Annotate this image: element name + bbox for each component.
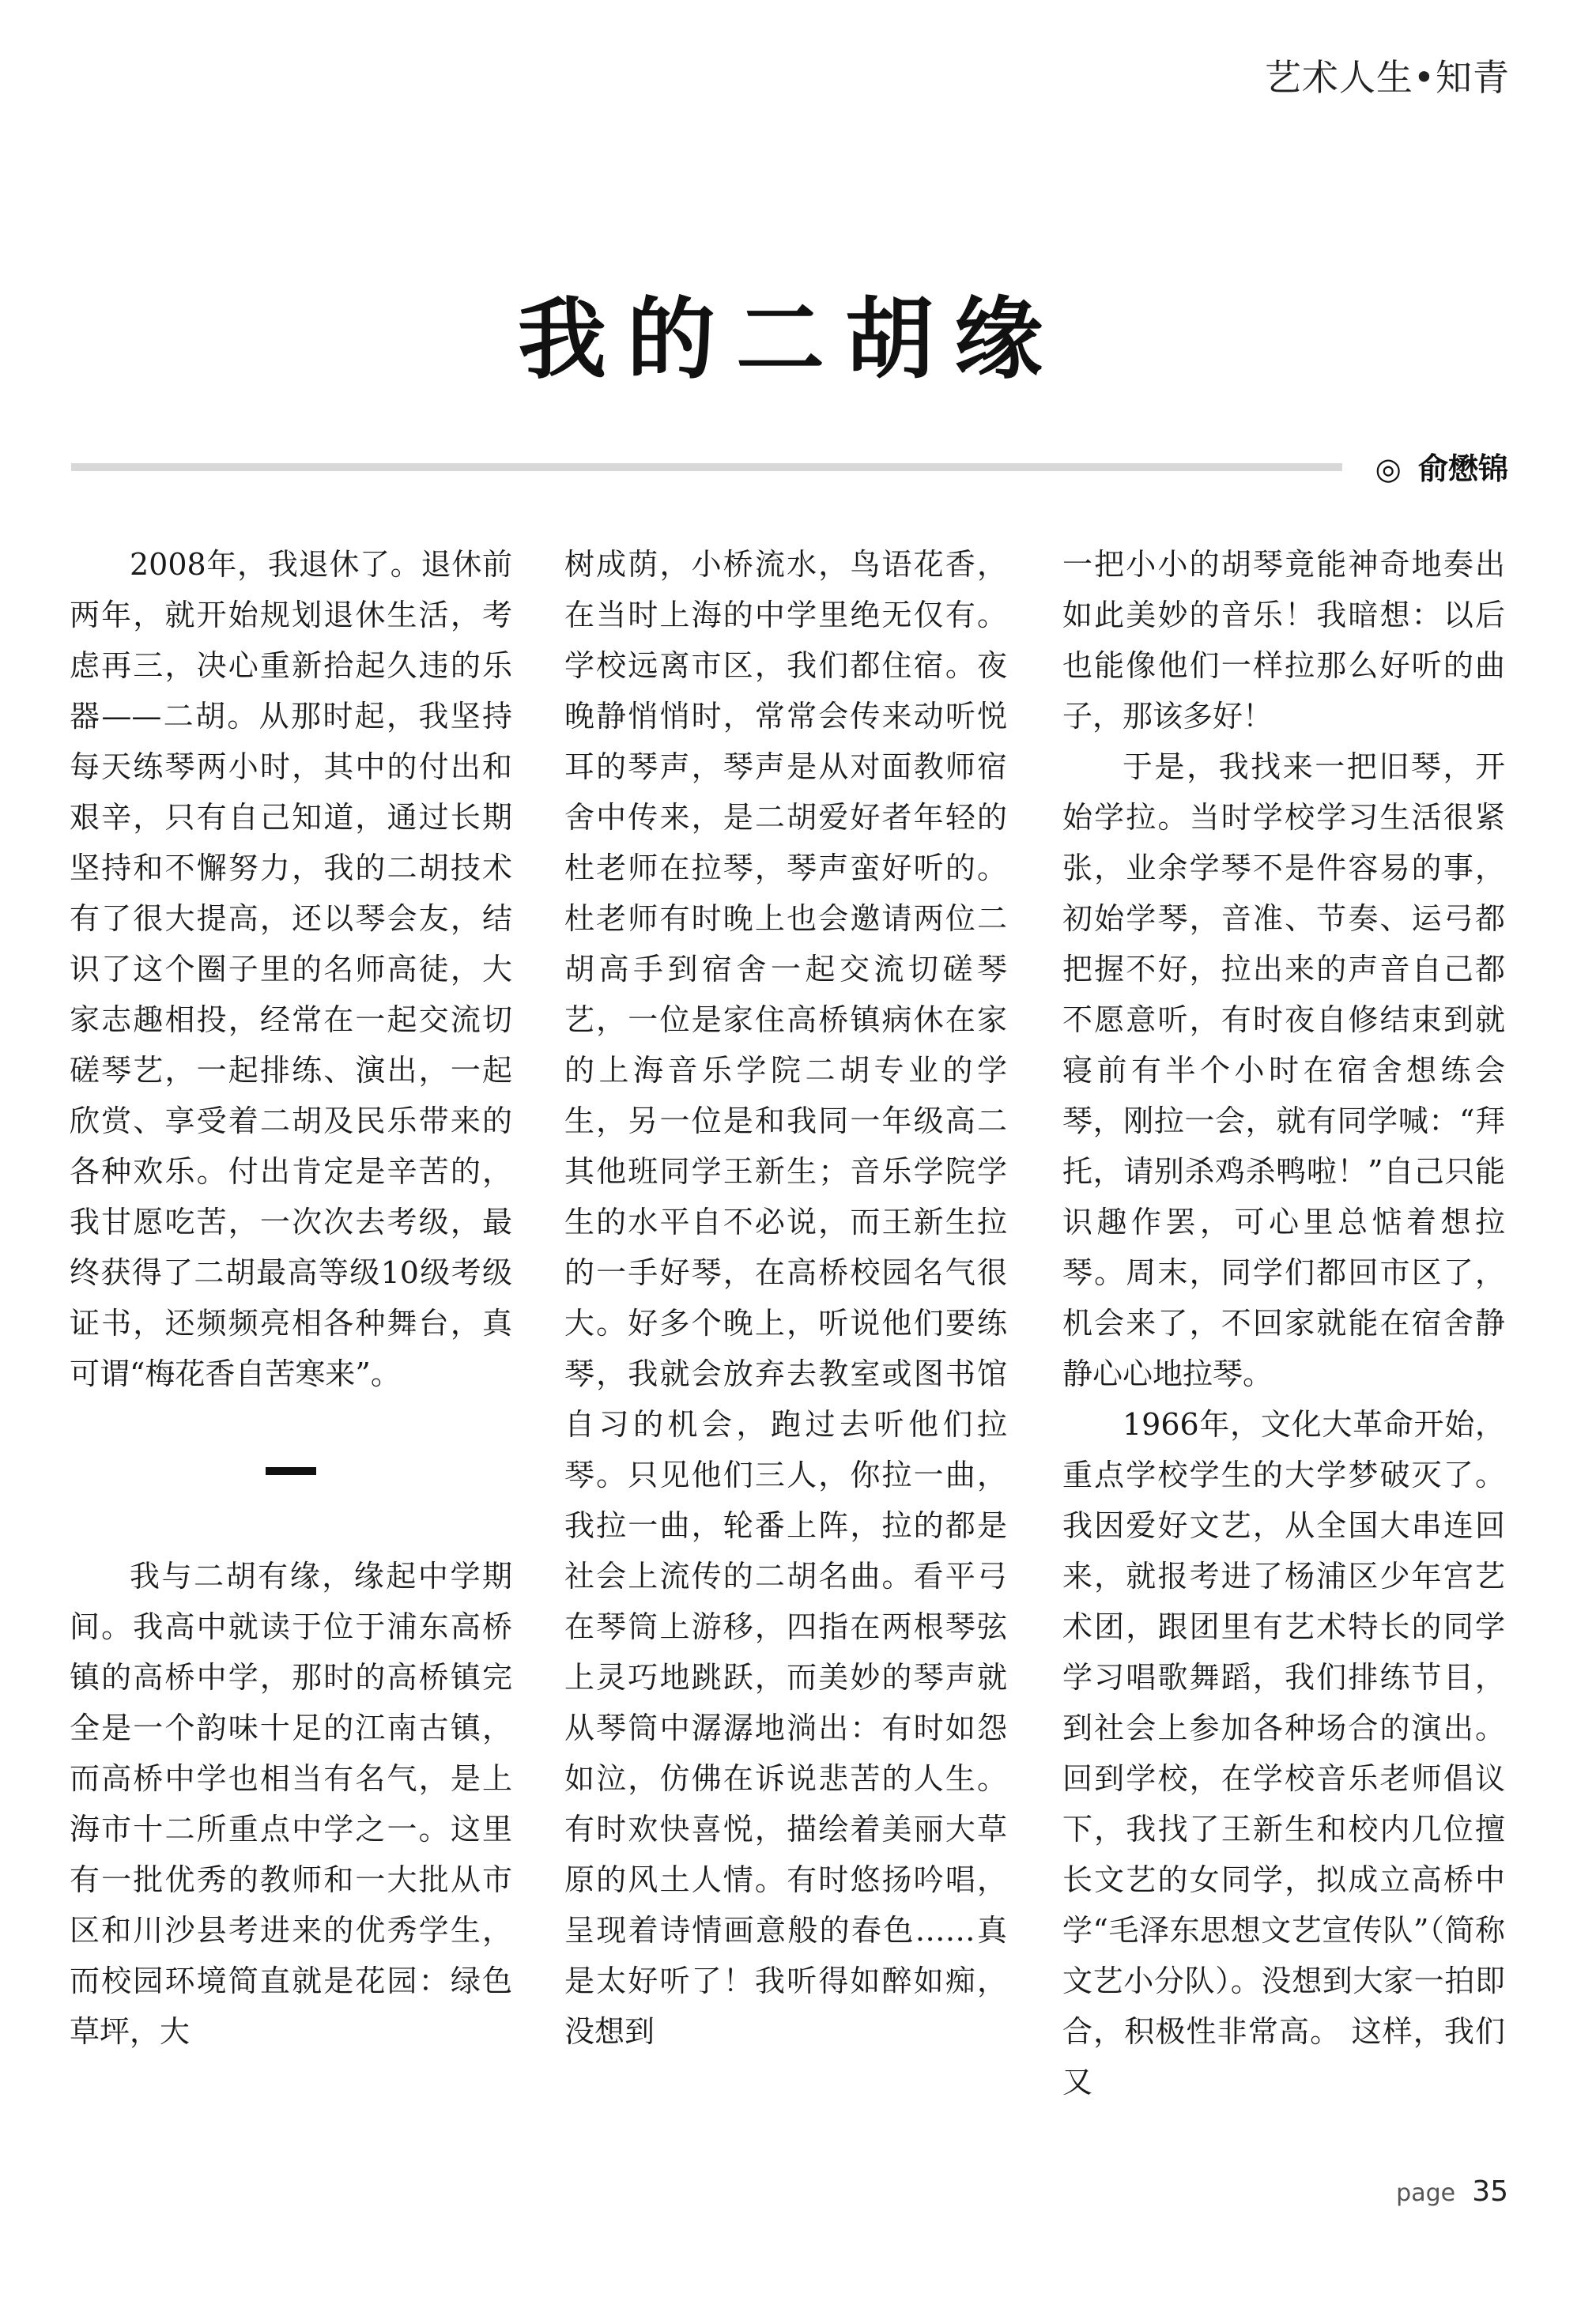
author-name: 俞懋锦 (1417, 451, 1508, 486)
title-divider (71, 463, 1342, 471)
paragraph: 树成荫，小桥流水，鸟语花香，在当时上海的中学里绝无仅有。学校远离市区，我们都住宿。夜晚静悄悄时，常常会传来动听悦耳的琴声，琴声是从对面教师宿舍中传来，是二胡爱好者年轻的杜老师在拉琴，琴声蛮好听的。杜老师有时晚上也会邀请两位二胡高手到宿舍一起交流切磋琴艺，一位是家住高桥镇病休在家的上海音乐学院二胡专业的学生，另一位是和我同一年级高二其他班同学王新生；音乐学院学生的水平自不必说，而王新生拉的一手好琴，在高桥校园名气很大。好多个晚上，听说他们要练琴，我就会放弃去教室或图书馆自习的机会，跑过去听他们拉琴。只见他们三人，你拉一曲，我拉一曲，轮番上阵，拉的都是社会上流传的二胡名曲。看平弓在琴筒上游移，四指在两根琴弦上灵巧地跳跃，而美妙的琴声就从琴筒中潺潺地淌出：有时如怨如泣，仿佛在诉说悲苦的人生。有时欢快喜悦，描绘着美丽大草原的风土人情。有时悠扬吟唱，呈现着诗情画意般的春色……真是太好听了！我听得如醉如痴，没想到 (564, 547, 1007, 2049)
page-number: 35 (1472, 2175, 1508, 2208)
paragraph: 于是，我找来一把旧琴，开始学拉。当时学校学习生活很紧张，业余学琴不是件容易的事，初始学琴，音准、节奏、运弓都把握不好，拉出来的声音自己都不愿意听，有时夜自修结束到就寝前有半个小时在宿舍想练会琴，刚拉一会，就有同学喊：“拜托，请别杀鸡杀鸭啦！”自己只能识趣作罢，可心里总惦着想拉琴。周末，同学们都回市区了，机会来了，不回家就能在宿舍静静心心地拉琴。 (1062, 749, 1505, 1391)
section-number (70, 1467, 512, 1477)
column-2 (564, 539, 1007, 2057)
paragraph: 一把小小的胡琴竟能神奇地奏出如此美妙的音乐！我暗想：以后也能像他们一样拉那么好听的曲子，那该多好！ (1062, 547, 1505, 734)
paragraph: 2008年，我退休了。退休前两年，就开始规划退休生活，考虑再三，决心重新拾起久违的乐器——二胡。从那时起，我坚持每天练琴两小时，其中的付出和艰辛，只有自己知道，通过长期坚持和不懈努力，我的二胡技术有了很大提高，还以琴会友，结识了这个圈子里的名师高徒，大家志趣相投，经常在一起交流切磋琴艺，一起排练、演出，一起欣赏、享受着二胡及民乐带来的各种欢乐。付出肯定是辛苦的，我甘愿吃苦，一次次去考级，最终获得了二胡最高等级10级考级证书，还频频亮相各种舞台，真可谓“梅花香自苦寒来”。 (70, 547, 512, 1391)
byline (1375, 444, 1508, 488)
paragraph: 1966年，文化大革命开始，重点学校学生的大学梦破灭了。我因爱好文艺，从全国大串连回来，就报考进了杨浦区少年宫艺术团，跟团里有艺术特长的同学学习唱歌舞蹈，我们排练节目，到社会上参加各种场合的演出。回到学校，在学校音乐老师倡议下，我找了王新生和校内几位擅长文艺的女同学，拟成立高桥中学“毛泽东思想文艺宣传队”（简称文艺小分队）。没想到大家一拍即合，积极性非常高。 这样，我们又 (1062, 1407, 1505, 2100)
section-header: 艺术人生•知青 (1264, 56, 1510, 99)
paragraph: 我与二胡有缘，缘起中学期间。我高中就读于位于浦东高桥镇的高桥中学，那时的高桥镇完全是一个韵味十足的江南古镇，而高桥中学也相当有名气，是上海市十二所重点中学之一。这里有一批优秀的教师和一大批从市区和川沙县考进来的优秀学生，而校园环境简直就是花园：绿色草坪，大 (70, 1559, 512, 2049)
author-mark-icon: ◎ (1375, 451, 1402, 486)
page-footer (1396, 2175, 1508, 2208)
column-1 (70, 539, 512, 2057)
section-number-glyph (266, 1467, 316, 1475)
article-title: 我的二胡缘 (518, 289, 1063, 391)
column-3 (1062, 539, 1505, 2107)
page-label: page (1396, 2179, 1456, 2207)
